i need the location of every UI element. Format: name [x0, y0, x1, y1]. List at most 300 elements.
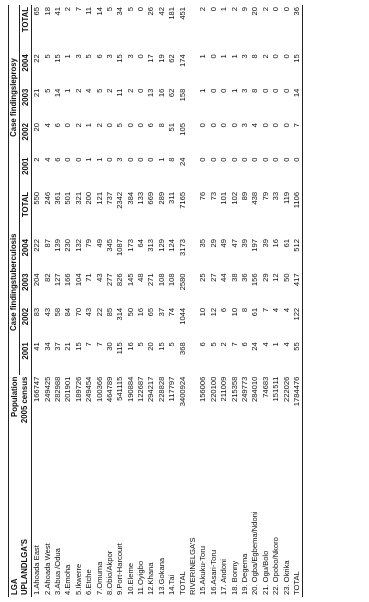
population-cell: 284010 — [250, 376, 260, 403]
leprosy-cell: 0 — [63, 123, 73, 128]
tb-cell: 384 — [125, 191, 135, 205]
leprosy-cell — [188, 87, 198, 121]
tb-cell: 76 — [198, 191, 208, 201]
tb-cell: 669 — [146, 191, 156, 205]
leprosy-cell: 1 — [94, 157, 104, 162]
tb-cell: 37 — [52, 342, 62, 351]
leprosy-cell: 1 — [219, 54, 229, 59]
leprosy-cell: 2 — [260, 54, 270, 59]
tb-cell: 39 — [260, 239, 270, 248]
tb-cell: 7165 — [177, 191, 187, 209]
tb-cell: 79 — [260, 191, 270, 201]
total-row — [177, 5, 187, 597]
tb-cell: 737 — [104, 191, 114, 205]
tb-cell: 50 — [281, 273, 291, 282]
population-cell: 464789 — [104, 376, 114, 403]
leprosy-cell: 11 — [84, 7, 94, 15]
tb-cell: 50 — [125, 307, 135, 317]
leprosy-cell: 2 — [63, 7, 73, 12]
leprosy-cell: 1 — [219, 7, 229, 12]
leprosy-cell: 65 — [32, 7, 42, 16]
tb-cell: 311 — [167, 191, 177, 204]
leprosy-cell: 3 — [239, 123, 249, 128]
leprosy-year-header: 2003 — [20, 87, 31, 121]
leprosy-year-header: 2001 — [20, 155, 31, 189]
leprosy-cell: 0 — [271, 7, 281, 12]
leprosy-cell: 8 — [250, 88, 260, 93]
lga-header: LGA — [9, 456, 20, 597]
lga-cell: 17. Andoni — [219, 559, 229, 595]
leprosy-total-header: TOTAL — [20, 5, 31, 52]
table-row — [156, 5, 166, 597]
table-row — [281, 5, 291, 597]
lga-cell: 23. Okrika — [281, 560, 291, 595]
table-row — [167, 5, 177, 597]
leprosy-cell: 0 — [281, 54, 291, 59]
leprosy-cell: 15 — [292, 52, 303, 86]
leprosy-cell: 5 — [94, 88, 104, 93]
tb-cell: 2580 — [177, 273, 187, 291]
tb-cell: 1106 — [292, 190, 303, 237]
tb-cell: 5 — [208, 342, 218, 347]
tb-cell: 87 — [42, 239, 52, 248]
total-row — [292, 5, 303, 597]
leprosy-cell: 105 — [177, 123, 187, 136]
lga-cell: 3.Abua /Odua — [52, 548, 62, 595]
tb-cell: 30 — [104, 342, 114, 351]
population-cell: 156006 — [198, 376, 208, 403]
leprosy-cell: 1 — [198, 88, 208, 93]
population-cell: 282988 — [52, 376, 62, 403]
leprosy-cell: 1 — [229, 88, 239, 93]
tb-cell: 200 — [84, 191, 94, 205]
leprosy-cell: 0 — [281, 123, 291, 128]
tb-cell: 156 — [250, 273, 260, 287]
case-findings-table — [8, 5, 303, 597]
tb-year-header: 2004 — [20, 237, 31, 271]
population-cell: 249773 — [239, 376, 249, 403]
leprosy-cell: 41 — [52, 7, 62, 16]
tb-cell: 24 — [250, 342, 260, 351]
tb-cell: 5 — [136, 342, 146, 347]
leprosy-cell: 20 — [32, 123, 42, 132]
tb-cell: 7 — [260, 307, 270, 313]
lga-cell: 1.Ahoada East — [32, 545, 42, 595]
tb-cell: 345 — [104, 239, 114, 252]
tb-total-header: TOTAL — [20, 190, 31, 237]
lga-cell: TOTAL — [292, 456, 303, 597]
lga-cell: 2.Ahoada West — [42, 543, 52, 595]
leprosy-cell: 1 — [63, 88, 73, 93]
population-cell: 1784476 — [292, 375, 303, 456]
leprosy-cell: 15 — [52, 54, 62, 63]
leprosy-cell: 51 — [167, 123, 177, 132]
population-cell: 122687 — [136, 376, 146, 403]
table-row — [260, 5, 270, 597]
tb-cell: 115 — [115, 342, 125, 355]
tb-cell: 119 — [281, 191, 291, 204]
population-cell: 201901 — [63, 376, 73, 403]
leprosy-cell: 18 — [42, 7, 52, 16]
tb-cell: 197 — [250, 239, 260, 252]
leprosy-cell — [188, 5, 198, 52]
tb-cell: 6 — [219, 307, 229, 313]
table-row — [146, 5, 156, 597]
leprosy-cell: 22 — [32, 54, 42, 63]
leprosy-cell: 2 — [198, 7, 208, 12]
leprosy-cell — [188, 155, 198, 189]
tb-cell: 7 — [229, 342, 239, 347]
tb-cell: 417 — [292, 271, 303, 305]
table-row — [84, 5, 94, 597]
tb-cell: 37 — [156, 307, 166, 317]
tb-cell — [188, 306, 198, 340]
section-header-upland: UPLANDLGA'S — [20, 456, 31, 597]
tb-cell: 289 — [156, 191, 166, 205]
tb-cell: 84 — [63, 307, 73, 317]
population-cell: 211009 — [219, 376, 229, 402]
leprosy-cell: 3 — [125, 54, 135, 59]
leprosy-cell: 6 — [52, 123, 62, 128]
tb-cell: 73 — [208, 191, 218, 201]
tb-cell: 230 — [63, 239, 73, 252]
table-row — [229, 5, 239, 597]
tb-cell — [188, 271, 198, 305]
leprosy-cell: 0 — [292, 155, 303, 189]
leprosy-cell: 0 — [136, 157, 146, 162]
leprosy-cell: 0 — [104, 157, 114, 162]
tb-cell: 222 — [32, 239, 42, 252]
lga-cell: 7.Omuma — [94, 561, 104, 595]
tb-cell: 61 — [281, 239, 291, 248]
tb-cell: 10 — [198, 307, 208, 317]
leprosy-cell: 17 — [146, 54, 156, 63]
leprosy-cell: 0 — [198, 123, 208, 128]
tb-cell: 36 — [239, 273, 249, 282]
leprosy-cell: 0 — [208, 157, 218, 162]
tb-cell: 89 — [239, 191, 249, 201]
leprosy-cell: 2 — [32, 157, 42, 162]
tb-cell: 70 — [73, 307, 83, 317]
tb-cell: 38 — [229, 273, 239, 282]
table-row — [271, 5, 281, 597]
population-cell: 249454 — [84, 376, 94, 403]
tb-cell: 29 — [208, 239, 218, 248]
population-cell: 228828 — [156, 376, 166, 403]
tb-group-header: Case findingstuberculosis — [9, 190, 20, 375]
leprosy-year-header: 2002 — [20, 121, 31, 155]
table-body — [31, 5, 302, 597]
leprosy-cell: 4 — [42, 157, 52, 162]
population-cell: 166747 — [32, 376, 42, 403]
lga-cell: 22. Opobo/Nkoro — [271, 537, 281, 595]
header-row-2 — [20, 5, 31, 597]
tb-cell: 16 — [136, 307, 146, 317]
tb-cell: 1 — [271, 342, 281, 347]
leprosy-cell: 0 — [219, 88, 229, 93]
leprosy-cell: 0 — [146, 157, 156, 162]
leprosy-cell: 0 — [281, 7, 291, 12]
tb-cell: 39 — [239, 239, 249, 248]
lga-cell: 12.Khana — [146, 562, 156, 595]
tb-cell: 12 — [271, 273, 281, 282]
tb-cell: 124 — [167, 239, 177, 252]
tb-cell: 2342 — [115, 191, 125, 209]
leprosy-cell: 1 — [198, 54, 208, 59]
leprosy-cell: 2 — [94, 123, 104, 128]
leprosy-cell: 24 — [177, 157, 187, 166]
census-header: 2005 census — [20, 375, 31, 456]
leprosy-cell: 5 — [125, 7, 135, 12]
section-row — [188, 5, 198, 597]
leprosy-cell: 34 — [115, 7, 125, 16]
leprosy-cell: 0 — [219, 157, 229, 162]
leprosy-cell: 0 — [260, 88, 270, 93]
tb-cell: 47 — [229, 239, 239, 248]
leprosy-cell: 2 — [73, 123, 83, 128]
tb-cell: 122 — [292, 306, 303, 340]
table-row — [208, 5, 218, 597]
tb-cell: 65 — [146, 307, 156, 317]
population-cell: 117797 — [167, 376, 177, 402]
tb-cell: 826 — [115, 273, 125, 287]
population-cell: 100366 — [94, 376, 104, 403]
leprosy-cell: 8 — [250, 54, 260, 59]
leprosy-cell: 14 — [292, 87, 303, 121]
lga-cell: 19. Degema — [239, 553, 249, 595]
lga-cell: 9.Port-Harcourt — [115, 543, 125, 595]
leprosy-cell: 8 — [156, 123, 166, 128]
leprosy-cell: 7 — [292, 121, 303, 155]
leprosy-cell: 6 — [52, 157, 62, 162]
tb-cell: 25 — [198, 273, 208, 282]
leprosy-cell: 20 — [250, 7, 260, 16]
leprosy-cell: 2 — [260, 7, 270, 12]
leprosy-cell: 0 — [136, 7, 146, 12]
tb-cell: 43 — [94, 273, 104, 282]
lga-cell: 10.Eleme — [125, 562, 135, 595]
tb-cell: 4 — [281, 342, 291, 347]
leprosy-cell: 14 — [52, 88, 62, 98]
leprosy-cell: 0 — [271, 157, 281, 162]
leprosy-cell: 0 — [208, 123, 218, 128]
tb-cell: 27 — [208, 273, 218, 282]
tb-cell: 139 — [52, 239, 62, 252]
tb-cell: 368 — [177, 342, 187, 355]
tb-cell: 33 — [271, 191, 281, 201]
leprosy-cell: 0 — [239, 157, 249, 162]
leprosy-cell: 0 — [104, 123, 114, 128]
tb-cell: 85 — [104, 307, 114, 317]
leprosy-cell: 14 — [94, 7, 104, 16]
leprosy-cell: 0 — [208, 88, 218, 93]
tb-cell: 22 — [94, 307, 104, 317]
tb-cell: 438 — [250, 191, 260, 205]
leprosy-cell: 158 — [177, 88, 187, 102]
tb-cell: 43 — [84, 307, 94, 317]
lga-cell: 16.Asari-Toru — [208, 549, 218, 595]
table-row — [250, 5, 260, 597]
lga-cell: 4.Emoha — [63, 564, 73, 595]
leprosy-cell: 6 — [94, 54, 104, 59]
tb-cell: 145 — [125, 273, 135, 287]
tb-cell: 2 — [219, 342, 229, 347]
tb-cell — [188, 340, 198, 374]
tb-cell: 6 — [198, 342, 208, 347]
leprosy-cell: 0 — [136, 88, 146, 93]
tb-cell: 7 — [94, 342, 104, 347]
tb-cell — [188, 190, 198, 237]
leprosy-cell: 11 — [115, 88, 125, 97]
leprosy-cell: 36 — [292, 5, 303, 52]
tb-cell: 43 — [42, 307, 52, 317]
leprosy-cell — [188, 52, 198, 86]
leprosy-cell: 0 — [250, 157, 260, 162]
population-cell: 294217 — [146, 376, 156, 403]
population-cell: 190884 — [125, 376, 135, 403]
tb-cell: 61 — [250, 307, 260, 317]
tb-cell: 1087 — [115, 239, 125, 256]
table-row — [42, 5, 52, 597]
leprosy-cell: 2 — [73, 88, 83, 93]
leprosy-cell: 4 — [250, 123, 260, 128]
lga-cell: 21. Ogu/Bolo — [260, 550, 270, 595]
tb-cell: 10 — [229, 307, 239, 317]
tb-cell: 20 — [146, 342, 156, 351]
leprosy-cell: 3 — [239, 54, 249, 59]
tb-cell: 321 — [73, 191, 83, 205]
tb-cell: 314 — [115, 307, 125, 321]
table-row — [105, 5, 115, 597]
leprosy-cell: 3 — [239, 88, 249, 93]
leprosy-cell: 5 — [42, 54, 52, 59]
leprosy-cell: 0 — [125, 157, 135, 162]
leprosy-year-header: 2004 — [20, 52, 31, 86]
tb-year-header: 2001 — [20, 340, 31, 374]
table-row — [219, 5, 229, 597]
table-row — [53, 5, 63, 597]
header-row-1 — [9, 5, 20, 597]
leprosy-cell: 1 — [156, 157, 166, 162]
tb-cell: 132 — [73, 239, 83, 252]
tb-cell: 35 — [198, 239, 208, 248]
tb-cell: 55 — [292, 340, 303, 374]
leprosy-cell: 0 — [281, 157, 291, 162]
tb-cell: 16 — [125, 342, 135, 351]
leprosy-cell: 15 — [115, 54, 125, 63]
leprosy-cell: 0 — [271, 123, 281, 128]
tb-cell: 550 — [32, 191, 42, 205]
leprosy-cell: 7 — [73, 7, 83, 12]
leprosy-cell: 0 — [271, 88, 281, 93]
leprosy-cell: 16 — [156, 88, 166, 98]
leprosy-cell: 0 — [229, 157, 239, 162]
leprosy-cell: 3 — [73, 54, 83, 59]
lga-cell: 11.Oyigbo — [136, 560, 146, 595]
leprosy-cell: 6 — [146, 123, 156, 128]
leprosy-cell: 13 — [146, 88, 156, 98]
leprosy-cell: 0 — [229, 123, 239, 128]
tb-cell: 49 — [219, 239, 229, 248]
tb-cell: 512 — [292, 237, 303, 271]
leprosy-cell: 3 — [104, 54, 114, 59]
tb-cell: 204 — [32, 273, 42, 287]
leprosy-cell: 62 — [167, 88, 177, 98]
tb-cell: 6 — [239, 342, 249, 347]
tb-cell: 15 — [156, 342, 166, 351]
tb-cell: 5 — [167, 342, 177, 347]
leprosy-cell: 5 — [115, 123, 125, 128]
tb-cell: 129 — [156, 239, 166, 252]
tb-cell: 104 — [73, 273, 83, 287]
leprosy-cell: 2 — [104, 88, 114, 93]
tb-cell: 277 — [104, 273, 114, 287]
lga-cell: 8.Obio/Akpor — [104, 550, 114, 595]
leprosy-cell: 0 — [271, 54, 281, 59]
leprosy-cell: 1 — [84, 123, 94, 128]
leprosy-cell: 1 — [63, 54, 73, 59]
population-cell: 215358 — [229, 376, 239, 403]
tb-cell — [188, 237, 198, 271]
table-row — [240, 5, 250, 597]
leprosy-cell: 0 — [208, 54, 218, 59]
table-row — [198, 5, 208, 597]
leprosy-cell: 4 — [84, 88, 94, 93]
leprosy-cell: 0 — [198, 157, 208, 162]
tb-cell: 15 — [73, 342, 83, 351]
tb-cell: 121 — [94, 191, 104, 205]
tb-cell: 7 — [84, 342, 94, 347]
tb-cell: 127 — [52, 273, 62, 287]
lga-cell: TOTAL — [177, 571, 187, 595]
population-cell: 541115 — [115, 376, 125, 401]
leprosy-cell: 9 — [239, 7, 249, 12]
tb-cell: 48 — [136, 273, 146, 282]
population-header: Population — [9, 375, 20, 456]
tb-cell: 34 — [42, 342, 52, 351]
tb-cell: 74 — [167, 307, 177, 317]
tb-cell: 4 — [281, 307, 291, 313]
tb-cell: 49 — [94, 239, 104, 248]
tb-cell: 361 — [52, 191, 62, 205]
tb-cell: 313 — [146, 239, 156, 252]
leprosy-cell: 0 — [260, 157, 270, 162]
tb-cell: 21 — [63, 342, 73, 351]
table-row — [31, 5, 42, 597]
leprosy-cell: 0 — [125, 123, 135, 128]
tb-cell: 29 — [260, 273, 270, 282]
tb-cell: 102 — [229, 191, 239, 205]
table-row — [94, 5, 104, 597]
tb-cell: 1044 — [177, 307, 187, 325]
leprosy-cell: 0 — [208, 7, 218, 12]
leprosy-cell — [188, 121, 198, 155]
table-row — [73, 5, 83, 597]
lga-cell: 14.Tai — [167, 574, 177, 595]
tb-cell: 133 — [136, 191, 146, 205]
leprosy-cell: 2 — [125, 88, 135, 93]
tb-cell: 4 — [271, 307, 281, 313]
tb-cell: 41 — [32, 342, 42, 351]
leprosy-group-header: Case findingsleprosy — [9, 5, 20, 190]
leprosy-cell: 4 — [42, 123, 52, 128]
leprosy-cell: 0 — [260, 123, 270, 128]
table-row — [63, 5, 73, 597]
tb-cell: 246 — [42, 191, 52, 205]
leprosy-cell: 26 — [146, 7, 156, 16]
population-cell: 74683 — [260, 376, 270, 398]
leprosy-cell: 1 — [229, 54, 239, 59]
